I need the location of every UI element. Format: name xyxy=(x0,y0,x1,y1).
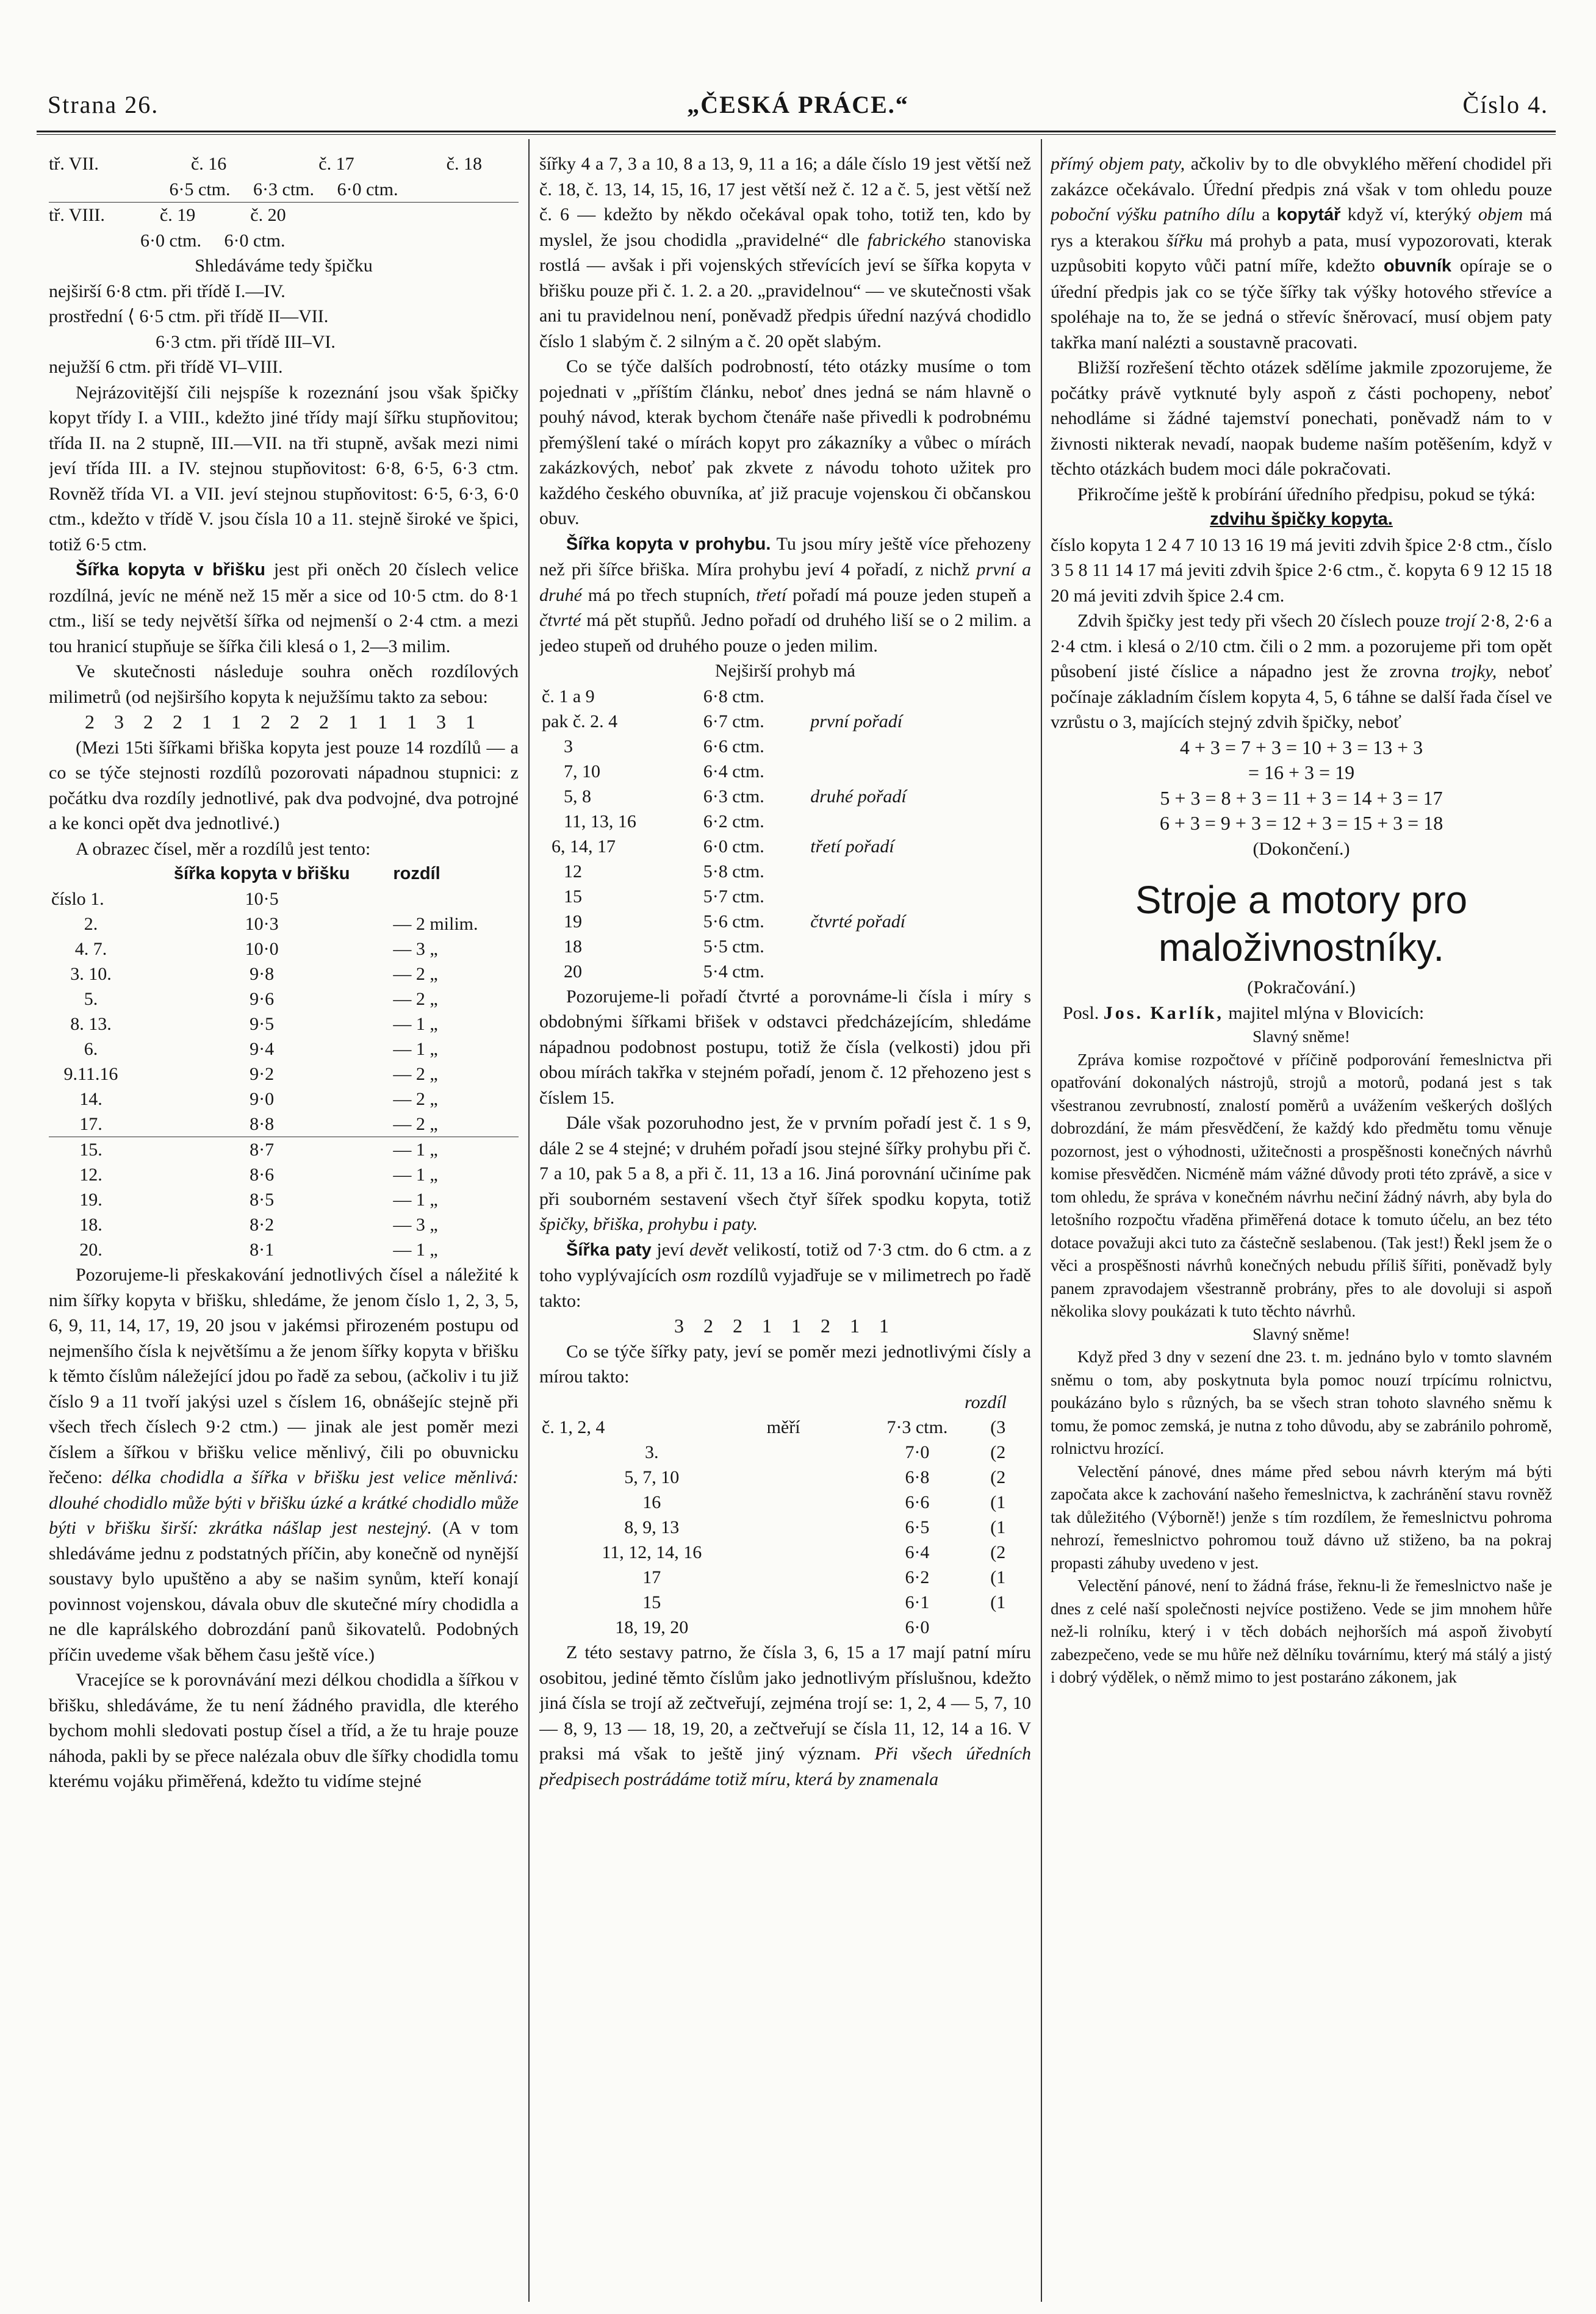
table-row: 11, 13, 16 6·2 ctm. xyxy=(564,811,764,832)
table-row: 5, 8 6·3 ctm. druhé pořadí xyxy=(564,786,907,807)
paragraph: Co se týče dalších podrobností, této otázky musíme o tom pojednati v „příštím článku, neboť dnes jedná se nám hlavně o pouhý návod, kterak bychom čtenáře naše přivedli k podrobnému přemýšlení také o mírách kopyt pro zákazníky a vůbec o mírách zakázkových, neboť pak zkvete z návodu tohoto užitek pro každého českého obuvníka, ať již pracuje vojenskou či občanskou obuv. xyxy=(539,356,1031,528)
table-row: 15 6·1 (1 xyxy=(642,1592,1006,1612)
section-heading: zdvihu špičky kopyta. xyxy=(1210,509,1393,529)
table-row: 20. 8·1 — 1 „ xyxy=(79,1240,438,1260)
author-line: Posl. Jos. Karlík, majitel mlýna v Blovicích: xyxy=(1063,1002,1425,1023)
speech-paragraph: Když před 3 dny v sezení dne 23. t. m. jednáno bylo v tomto slavném sněmu o tom, aby poskytnuta byla pomoc nouzí trpícímu rolnictvu, poukázáno bylo s různých, ba se všech stran tohoto slavného sněmu k tomu, že pomoc zemská, je nutna z toho důvodu, aby se zabránilo pohromě, rolnictvu hrozící. xyxy=(1051,1348,1552,1457)
paragraph: Šířka kopyta v prohybu. Tu jsou míry ještě více přehozeny než při šířce břiška. Míra prohybu jeví 4 pořadí, z nichž první a druhé má po třech stupních, třetí pořadí má pouze jeden stupeň a čtvrté má pět stupňů. Jedno pořadí od druhého liší se o 2 milim. a jedeo stupeň od druhého pouze o jeden milim. xyxy=(539,533,1031,656)
text-line: Nejširší prohyb má xyxy=(715,661,855,681)
column-divider-1 xyxy=(528,139,530,2302)
table-row: 18. 8·2 — 3 „ xyxy=(79,1215,438,1235)
paragraph: Šířka kopyta v břišku jest při oněch 20 číslech velice rozdílná, jevíc ne méně než 15 měr a sice od 10·5 ctm. do 8·1 ctm., liší se tedy největší šířka od nejmenší o 2·4 ctm. a mezi tou hranicí stupňuje se šířka čili klesá o 1, 2—3 milim. xyxy=(49,559,519,656)
paragraph: šířky 4 a 7, 3 a 10, 8 a 13, 9, 11 a 16; a dále číslo 19 jest větší než č. 18, č. 13, 14, 15, 16, 17 jest větší než č. 12 a č. 5, jest větší než č. 6 — kdežto by někdo očekával opak toho, totiž ten, kdo by myslel, že jsou chodidla „pravidelné“ dle fabrického stanoviska rostlá — avšak i při vojenských střevících jeví se šířka kopyta v břišku pouze při č. 1. 2. a 20. „pravidelnou“ — ve skutečnosti však ani tu pravidelnou není, poněvadž předpis úřední nazývá chodidlo číslo 1 slabým č. 2 silným a č. 20 opět slabým. xyxy=(539,154,1031,351)
page-header xyxy=(48,85,1548,128)
column-3 xyxy=(1051,151,1552,2299)
table-row: 3. 7·0 (2 xyxy=(645,1442,1006,1462)
text-line: nejširší 6·8 ctm. při třídě I.—IV. xyxy=(49,281,286,301)
heel-width-table xyxy=(539,1415,1031,1640)
header-rule xyxy=(37,131,1556,132)
table-row: 7, 10 6·4 ctm. xyxy=(564,761,764,782)
paragraph: Nejrázovitější čili nejspíše k rozeznání jsou však špičky kopyt třídy I. a VIII., kdežto jiné třídy mají šířku stupňovitou; třída II. na 2 stupně, III.—VII. na tři stupně, avšak mezi nimi jeví třída III. a IV. stejnou stupňovitost: 6·8, 6·5, 6·3 ctm. Rovněž třída VI. a VII. jeví stejnou stupňovitost: 6·5, 6·3, 6·0 ctm., kdežto v třídě V. jsou čísla 10 a 11. stejně široké ve špici, totiž 6·5 ctm. xyxy=(49,382,519,555)
table-row: 19. 8·5 — 1 „ xyxy=(79,1190,438,1210)
table-row: 15 5·7 ctm. xyxy=(564,886,764,907)
table-row: 18, 19, 20 6·0 xyxy=(615,1617,930,1637)
table-row: č. 1 a 9 6·8 ctm. xyxy=(542,686,764,706)
paragraph: Dále však pozoruhodno jest, že v prvním pořadí jest č. 1 s 9, dále 2 se 4 stejné; v druhém pořadí jsou stejné šířky prohybu při č. 7 a 10, pak 5 a 8, a při č. 11, 13 a 16. Jiná porovnání učiníme pak při souborném sestavení všech čtyř šířek spodku kopyta, totiž špičky, břiška, prohybu i paty. xyxy=(539,1113,1031,1234)
speech-paragraph: Velectění pánové, není to žádná fráse, řeknu-li že řemeslnictvo naše je dnes z celé naší společnosti nejvíce postiženo. Vede se jim mnohem hůře než-li rolníku, který i v těch dobách nejhorších má aspoň živobytí zabezpečeno, vede se mu hůře než dělníku továrnímu, který má stálý a jistý i dobrý výdělek, o němž mimo to jest postaráno zákonem, jak xyxy=(1051,1576,1552,1686)
table-row: 19 5·6 ctm. čtvrté pořadí xyxy=(564,911,906,932)
table-row: 17. 8·8 — 2 „ xyxy=(79,1114,438,1134)
text-line: 6·3 ctm. při třídě III–VI. xyxy=(156,331,336,352)
paragraph: (Mezi 15ti šířkami břiška kopyta jest pouze 14 rozdílů — a co se týče stejnosti rozdílů pozorovati nápadnou stupnici: z počátku dva rozdíly jednotlivé, pak dva podvojné, dva potrojné a ke konci opět dva jednotlivé.) xyxy=(49,737,519,833)
table-header: šířka kopyta v břišku xyxy=(173,864,350,883)
speech-paragraph: Zpráva komise rozpočtové v příčině podporování řemeslnictva při opatřování dokonalých nástrojů, strojů a motorů, podaná jest s tak všestranou zevrubností, znalostí poměrů a uvážením veškerých došlých dobrozdání, že mám přesvědčení, že každý kdo předmětu tomu věnuje pozornost, jest o výhodnosti, užitečnosti a prospěšnosti konečných návrhů komise přesvědčen. Nicméně mám vážné důvody proti této zprávě, a sice v tom ohledu, že správa v konečném návrhu nečiní žádný návrh, aby byla do letošního rozpočtu vřaděna přiměřená dotace k tomuto účelu, an bez této dotace považuji akci tuto za částečně seslabenou. (Tak jest!) Řekl jsem že o věci a prospěšnosti návrhů konečných nebudu příliš šířiti, poněvadž byly panem zpravodajem všestranně probrány, přes to ale dovoluji si aspoň několika slovy poukázati k tuto těchto návrhů. xyxy=(1051,1050,1552,1320)
column-1 xyxy=(49,151,519,2299)
salutation: Slavný sněme! xyxy=(1253,1324,1350,1343)
table-row: 6, 14, 17 6·0 ctm. třetí pořadí xyxy=(552,836,894,857)
paragraph: Ve skutečnosti následuje souhra oněch rozdílových milimetrů (od nejširšího kopyta k nejužšímu takto za sebou: xyxy=(49,661,519,707)
newspaper-title: „ČESKÁ PRÁCE.“ xyxy=(687,91,909,118)
paragraph: Co se týče šířky paty, jeví se poměr mezi jednotlivými čísly a mírou takto: xyxy=(539,1341,1031,1387)
class-vii-values: 6·5 ctm. 6·3 ctm. 6·0 ctm. xyxy=(49,177,519,203)
table-row: 8. 13. 9·5 — 1 „ xyxy=(70,1014,438,1034)
text-line: prostřední ⟨ 6·5 ctm. při třídě II—VII. xyxy=(49,306,329,326)
table-row: 6. 9·4 — 1 „ xyxy=(84,1039,438,1059)
table-row: 2. 10·3 — 2 milim. xyxy=(84,914,478,934)
page-number: Strana 26. xyxy=(48,91,159,118)
table-row: 8, 9, 13 6·5 (1 xyxy=(624,1517,1006,1537)
table-row: 17 6·2 (1 xyxy=(642,1567,1006,1587)
class-viii-values: 6·0 ctm. 6·0 ctm. xyxy=(140,230,286,251)
paragraph: Zdvih špičky jest tedy při všech 20 číslech pouze trojí 2·8, 2·6 a 2·4 ctm. i klesá o 2/10 ctm. čili o 2 mm. a pozorujeme při tom opět působení jisté číslice a nápadno jest že zrovna trojky, neboť počínaje základním číslem kopyta 4, 5, 6 táhne se další řada čísel ve vzrůstu o 3, majících stejný zdvih špičky, neboť xyxy=(1051,611,1552,732)
belly-width-table xyxy=(49,861,519,1262)
difference-sequence: 2 3 2 2 1 1 2 2 2 1 1 1 3 1 xyxy=(85,711,483,733)
header-rule-thin xyxy=(37,134,1556,135)
paragraph: přímý objem paty, ačkoliv by to dle obvyklého měření chodidel při zakázce očekávalo. Úřední předpis zná však v tom ohledu pouze poboční výšku patního dílu a kopytář když ví, kterýký objem má rys a kterakou šířku má prohyb a pata, musí vypozorovati, kterak uzpůsobiti kopyto vůči patní míře, kdežto obuvník opíraje se o úřední předpis jak co se týče šířky tak výšky hotového střevíce a spoléhaje na to, že se jedná o střevíc šněrovací, musí objem paty takřka maní nalézti a soustavně pracovati. xyxy=(1051,154,1552,353)
equation-line: 5 + 3 = 8 + 3 = 11 + 3 = 14 + 3 = 17 xyxy=(1160,786,1443,809)
column-label: rozdíl xyxy=(965,1392,1007,1412)
table-row: 9.11.16 9·2 — 2 „ xyxy=(63,1064,438,1084)
table-row: 18 5·5 ctm. xyxy=(564,936,764,957)
table-row: číslo 1. 10·5 xyxy=(51,889,279,909)
difference-sequence: 3 2 2 1 1 2 1 1 xyxy=(674,1315,896,1337)
instep-width-table xyxy=(539,684,972,984)
table-row: 16 6·6 (1 xyxy=(642,1492,1006,1512)
column-2 xyxy=(539,151,1031,2299)
column-divider-2 xyxy=(1041,139,1042,2302)
table-row: 12. 8·6 — 1 „ xyxy=(79,1165,438,1185)
table-row: 3. 10. 9·8 — 2 „ xyxy=(70,964,438,984)
table-row: č. 1, 2, 4 měří 7·3 ctm. (3 xyxy=(542,1417,1006,1437)
paragraph: Přikročíme ještě k probírání úředního předpisu, pokud se týká: xyxy=(1077,484,1536,505)
equation-line: 6 + 3 = 9 + 3 = 12 + 3 = 15 + 3 = 18 xyxy=(1159,812,1443,834)
equation-line: = 16 + 3 = 19 xyxy=(1248,761,1355,783)
paragraph: číslo kopyta 1 2 4 7 10 13 16 19 má jeviti zdvih špice 2·8 ctm., číslo 3 5 8 11 14 17 má jeviti zdvih špice 2·6 ctm., č. kopyta 6 9 12 15 18 20 má jeviti zdvih špice 2.4 cm. xyxy=(1051,534,1552,606)
continuation-note: (Dokončení.) xyxy=(1253,838,1350,859)
class-vii-row: tř. VII. č. 16 č. 17 č. 18 xyxy=(49,154,482,174)
table-row: 4. 7. 10·0 — 3 „ xyxy=(74,939,438,959)
class-viii-row: tř. VIII. č. 19 č. 20 xyxy=(49,205,286,225)
continuation-note: (Pokračování.) xyxy=(1247,977,1356,997)
table-row: 15. 8·7 — 1 „ xyxy=(49,1137,519,1163)
table-row: pak č. 2. 4 6·7 ctm. první pořadí xyxy=(542,711,903,731)
text-line: Shledáváme tedy špičku xyxy=(195,256,373,276)
paragraph: Pozorujeme-li pořadí čtvrté a porovnáme-li čísla i míry s obdobnými šířkami břišek v odstavci předcházejícím, shledáme nápadnou podobnost postupu, totiž že čísla (velkosti) jdou při obou mírách takřka v stejném pořadí, jenom č. 12 přehozeno jest s číslem 15. xyxy=(539,986,1031,1108)
issue-number: Číslo 4. xyxy=(1462,91,1548,118)
paragraph: A obrazec čísel, měr a rozdílů jest tento: xyxy=(76,838,371,859)
table-row: 12 5·8 ctm. xyxy=(564,861,764,882)
table-row: 5. 9·6 — 2 „ xyxy=(84,989,438,1009)
paragraph: Šířka paty jeví devět velikostí, totiž od 7·3 ctm. do 6 ctm. a z toho vyplývajících osm rozdílů vyjadřuje se v milimetrech po řadě takto: xyxy=(539,1239,1031,1311)
table-row: 3 6·6 ctm. xyxy=(564,736,764,756)
salutation: Slavný sněme! xyxy=(1253,1027,1350,1046)
paragraph: Z této sestavy patrno, že čísla 3, 6, 15 a 17 mají patní míru osobitou, jediné těmto číslům jako jednotlivým příslušnou, kdežto jiná čísla se trojí až zečtveřují, zejména trojí se: 1, 2, 4 — 5, 7, 10 — 8, 9, 13 — 18, 19, 20, a zečtveřují se čísla 11, 12, 14 a 16. V praksi má však to ještě jiný význam. Při všech úředních předpisech postrádáme totiž míru, která by znamenala xyxy=(539,1642,1031,1789)
table-header: rozdíl xyxy=(393,864,440,883)
table-row: 5, 7, 10 6·8 (2 xyxy=(624,1467,1006,1487)
table-row: 20 5·4 ctm. xyxy=(564,961,764,982)
speech-paragraph: Velectění pánové, dnes máme před sebou návrh kterým má býti započata akce k zachování našeho řemeslnictva, k zachránění stavu rovněž tak důležitého (Výborně!) jenže s tím rozdílem, že řemeslnictvu pohroma nehrozí, řemeslnictvo pohromou touž dávno už stiženo, ba na pokraj propasti záhuby uvedeno v jest. xyxy=(1051,1462,1552,1572)
paragraph: Pozorujeme-li přeskakování jednotlivých čísel a náležité k nim šířky kopyta v břišku, shledáme, že jenom číslo 1, 2, 3, 5, 6, 9, 11, 14, 17, 19, 20 jsou v jakémsi přirozeném postupu od nejmenšího čísla k největšímu a že jenom šířky kopyta v břišku k těmto číslům náležející jdou po řadě za sebou, (ačkoliv i tu již číslo 9 a 11 tvoří jakýsi uzel s číslem 16, obnášejíc stejně při všech třech číslech 9·2 ctm.) — jinak ale jest poměr mezi číslem a šířkou v břišku velice měnlivý, čili po obuvnicku řečeno: délka chodidla a šířka v břišku jest velice měnlivá: dlouhé chodidlo může býti v břišku úzké a krátké chodidlo může býti v břišku širší: zkrátka nášlap jest nestejný. (A v tom shledáváme jednu z podstatných příčin, aby konečně od nynější soustavy bylo upuštěno a aby se našim synům, kteří konají povinnost vojenskou, dávala obuv dle skutečné míry chodidla a ne dle kaprálského dobrozdání panů šikovatelů. Podobných příčin uvedeme však během času ještě více.) xyxy=(49,1265,519,1665)
equation-line: 4 + 3 = 7 + 3 = 10 + 3 = 13 + 3 xyxy=(1179,736,1423,758)
paragraph: Bližší rozřešení těchto otázek sdělíme jakmile zpozorujeme, že počátky právě vytknuté byly aspoň z části pochopeny, neboť nehodláme si žádné tajemství ponechati, poněvadž nám to v živnosti nikterak nevadí, naopak budeme naším potěšením, když v těchto otázkách budem moci dále pokračovati. xyxy=(1051,358,1552,479)
paragraph: Vracejíce se k porovnávání mezi délkou chodidla a šířkou v břišku, shledáváme, že tu není žádného pravidla, dle kterého bychom mohli sledovati postup čísel a tříd, a že tu hraje pouze náhoda, pakli by se přece nalézala obuv dle šířky chodidla tomu kterému vojáku přiměřená, kdežto tu vidíme stejné xyxy=(49,1670,519,1791)
text-line: nejužší 6 ctm. při třídě VI–VIII. xyxy=(49,357,283,377)
article-title: Stroje a motory pro maloživnostníky. xyxy=(1135,878,1468,969)
table-row: 14. 9·0 — 2 „ xyxy=(79,1089,438,1109)
table-row: 11, 12, 14, 16 6·4 (2 xyxy=(602,1542,1006,1562)
